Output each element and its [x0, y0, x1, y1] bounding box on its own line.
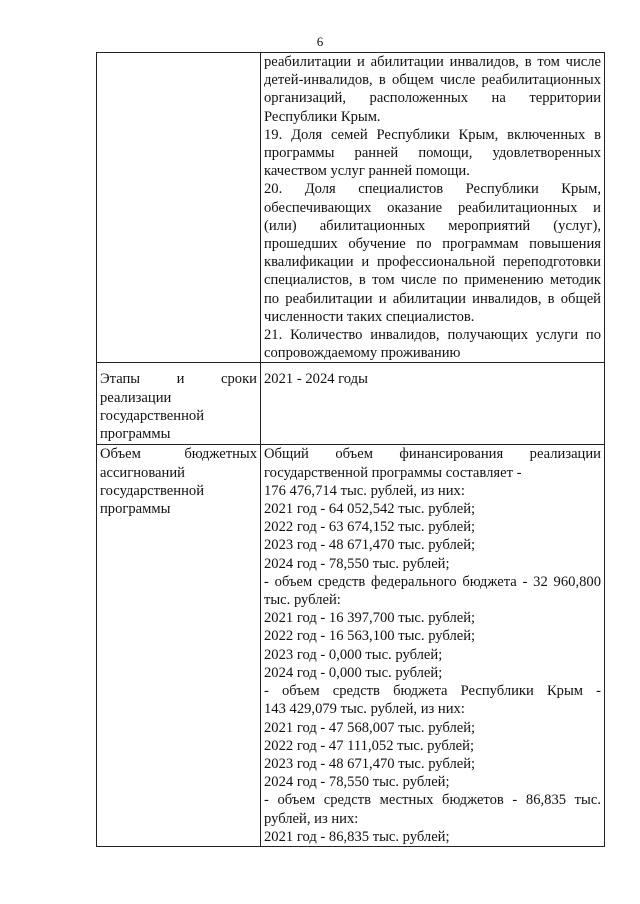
text-line: программы ранней помощи, удовлетворенных	[264, 145, 601, 162]
table-row	[97, 363, 605, 445]
text-line: 2021 год - 47 568,007 тыс. рублей;	[264, 719, 476, 736]
text-line: 2021 год - 64 052,542 тыс. рублей;	[264, 501, 476, 518]
text-line: 143 429,079 тыс. рублей, из них:	[264, 701, 465, 718]
label-line: программы	[100, 501, 171, 518]
text-line: качеством услуг ранней помощи.	[264, 163, 470, 180]
row-label-cell	[97, 445, 261, 846]
row-label-cell	[97, 53, 261, 363]
program-passport-table	[96, 52, 605, 847]
text-line: квалификации и профессиональной переподготовки	[264, 254, 601, 271]
text-line: 2022 год - 16 563,100 тыс. рублей;	[264, 628, 476, 645]
text-line: 2024 год - 78,550 тыс. рублей;	[264, 555, 450, 572]
page-number: 6	[316, 34, 324, 49]
label-line: государственной	[100, 407, 205, 424]
text-line: 21. Количество инвалидов, получающих услуги по	[264, 327, 601, 344]
text-line: организаций, расположенных на территории	[264, 90, 601, 107]
text-line: Общий объем финансирования реализации	[264, 446, 601, 463]
text-line: специалистов, в том числе по применению методик	[264, 272, 601, 289]
table-row	[97, 445, 605, 846]
label-line: программы	[100, 426, 171, 443]
text-line: детей-инвалидов, в общем числе реабилитационных	[264, 72, 601, 89]
text-line: реабилитации и абилитации инвалидов, в том числе	[264, 54, 601, 70]
text-line: 19. Доля семей Республики Крым, включенных в	[264, 126, 601, 143]
text-line: - объем средств федерального бюджета - 32 960,800	[264, 573, 601, 590]
text-line: по реабилитации и абилитации инвалидов, в общей	[264, 290, 601, 307]
text-line: государственной программы составляет -	[264, 464, 522, 481]
label-line: Этапы и сроки	[100, 371, 257, 388]
text-line: 2023 год - 0,000 тыс. рублей;	[264, 646, 443, 663]
row-content-cell	[261, 53, 605, 363]
text-line: сопровождаемому проживанию	[264, 345, 461, 362]
text-line: численности таких специалистов.	[264, 308, 475, 325]
text-line: 2021 - 2024 годы	[264, 371, 368, 388]
label-line: государственной	[100, 482, 205, 499]
text-line: 2021 год - 86,835 тыс. рублей;	[264, 828, 450, 845]
text-line: - объем средств местных бюджетов - 86,835 тыс.	[264, 792, 601, 809]
table-row	[97, 53, 605, 363]
text-line: 2024 год - 0,000 тыс. рублей;	[264, 664, 443, 681]
row-content-cell	[261, 363, 605, 445]
label-line: реализации	[100, 389, 172, 406]
text-line: Республики Крым.	[264, 108, 381, 125]
text-line: 2023 год - 48 671,470 тыс. рублей;	[264, 537, 476, 554]
row-label-cell	[97, 363, 261, 445]
text-line: 2024 год - 78,550 тыс. рублей;	[264, 774, 450, 791]
text-line: 20. Доля специалистов Республики Крым,	[264, 181, 601, 198]
text-line: 2021 год - 16 397,700 тыс. рублей;	[264, 610, 476, 627]
text-line: рублей, из них:	[264, 810, 359, 827]
label-line: Объем бюджетных	[100, 446, 257, 463]
text-line: (или) абилитационных мероприятий (услуг),	[264, 217, 601, 234]
text-line: - объем средств бюджета Республики Крым -	[264, 683, 601, 700]
text-line: 2022 год - 63 674,152 тыс. рублей;	[264, 519, 476, 536]
text-line: прошедших обучение по программам повышения	[264, 236, 601, 253]
text-line: 2022 год - 47 111,052 тыс. рублей;	[264, 737, 475, 754]
text-line: 176 476,714 тыс. рублей, из них:	[264, 482, 465, 499]
text-line: 2023 год - 48 671,470 тыс. рублей;	[264, 755, 476, 772]
text-line: обеспечивающих оказание реабилитационных и	[264, 199, 601, 216]
label-line: ассигнований	[100, 464, 185, 481]
text-line: тыс. рублей:	[264, 592, 341, 609]
row-content-cell	[261, 445, 605, 846]
